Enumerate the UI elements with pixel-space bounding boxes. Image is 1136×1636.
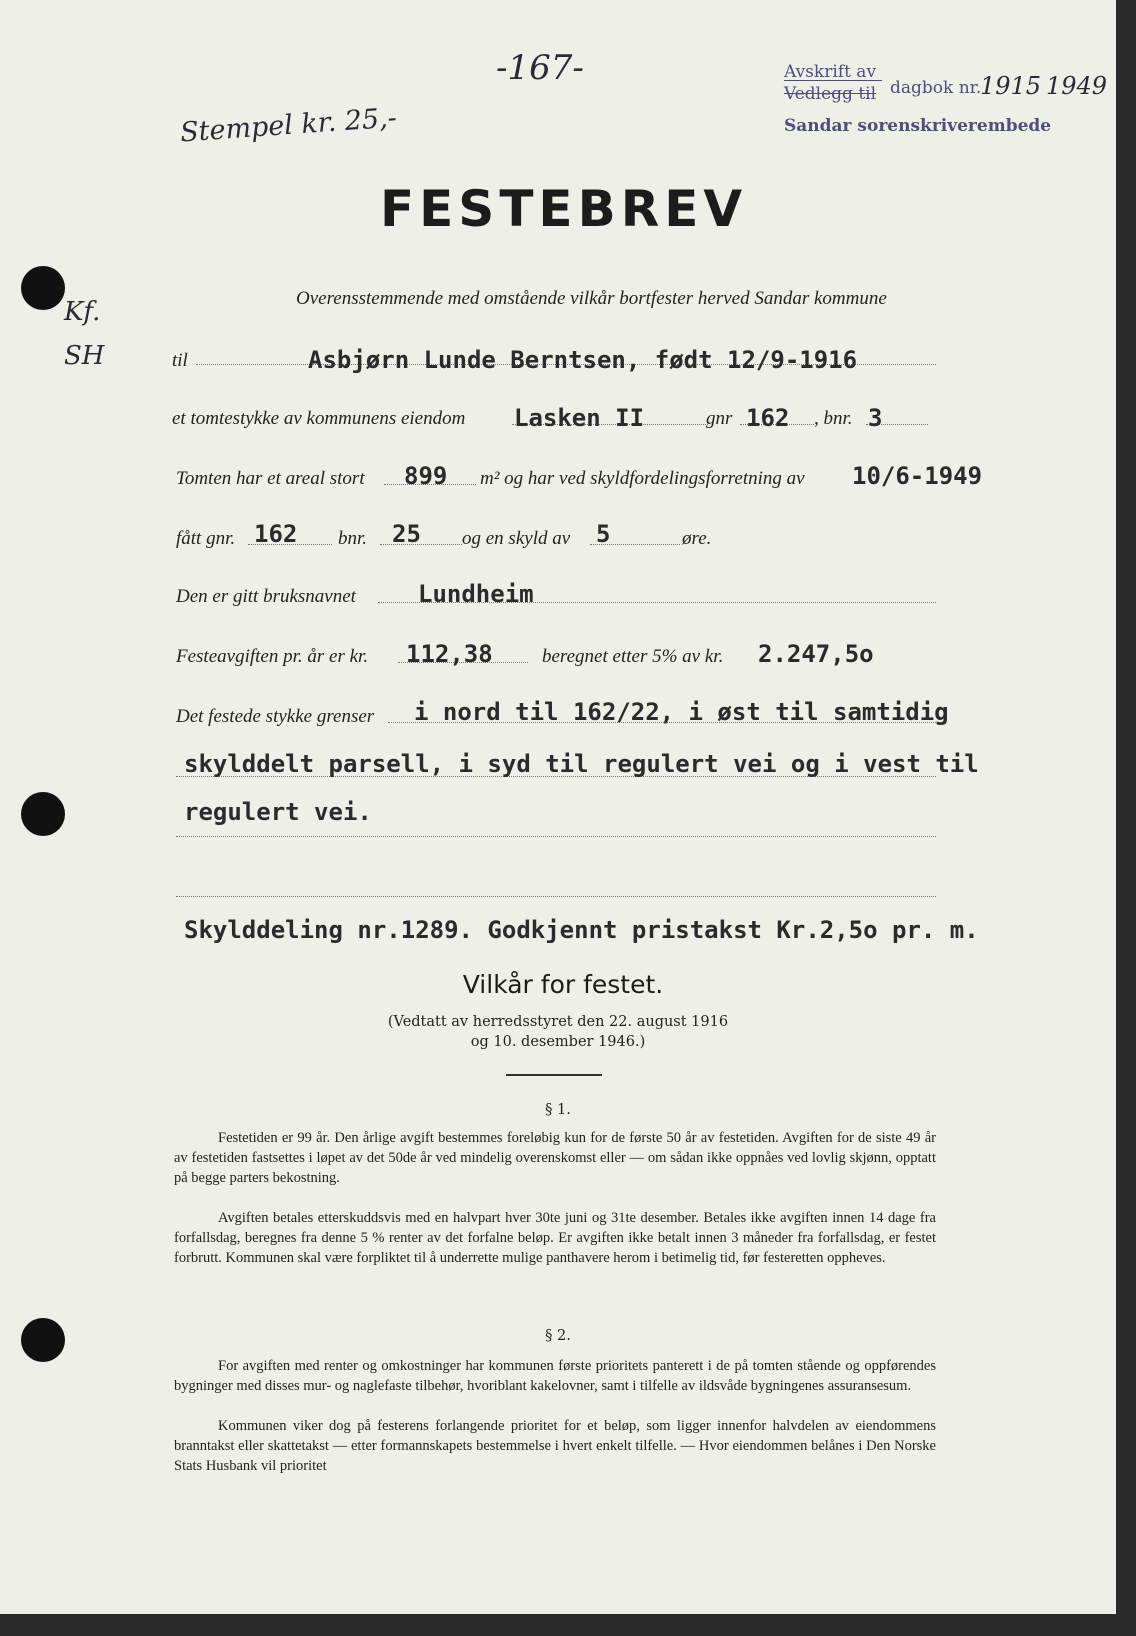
stamp-duty-note: Stempel kr. 25,- bbox=[179, 102, 398, 149]
skyldeling-note: Skylddeling nr.1289. Godkjennt pristakst Kr.2,5o pr. m. bbox=[184, 916, 979, 944]
initials: Kf. SH bbox=[64, 297, 105, 371]
til-value: Asbjørn Lunde Berntsen, født 12/9-1916 bbox=[308, 346, 858, 374]
dagbok-year: 1949 bbox=[1046, 72, 1108, 100]
fatt-bnr: 25 bbox=[392, 520, 421, 548]
vedtatt-line-2: og 10. desember 1946.) bbox=[470, 1034, 646, 1050]
bnr-label: , bnr. bbox=[814, 408, 853, 429]
divider bbox=[506, 1074, 602, 1076]
skyld-label: og en skyld av bbox=[462, 528, 571, 549]
tomt-label: et tomtestykke av kommunens eiendom bbox=[172, 408, 466, 429]
vilkar-heading: Vilkår for festet. bbox=[462, 970, 664, 999]
grenser-line-3: regulert vei. bbox=[184, 798, 372, 826]
fatt-gnr: 162 bbox=[254, 520, 298, 548]
avgift-label: Festeavgiften pr. år er kr. bbox=[176, 646, 369, 667]
section-2-number: § 2. bbox=[545, 1328, 571, 1344]
beregnet-value: 2.247,5o bbox=[758, 640, 874, 668]
grenser-label: Det festede stykke grenser bbox=[176, 706, 375, 727]
bruksnavn-label: Den er gitt bruksnavnet bbox=[176, 586, 356, 607]
fatt-bnr-label: bnr. bbox=[338, 528, 368, 549]
eiendom-value: Lasken II bbox=[514, 404, 645, 432]
stamp-line-1: Avskrift av bbox=[784, 62, 877, 82]
areal-label: Tomten har et areal stort bbox=[176, 468, 365, 489]
forretning-date: 10/6-1949 bbox=[852, 462, 983, 490]
skyld-value: 5 bbox=[596, 520, 611, 548]
ore-label: øre. bbox=[682, 528, 712, 549]
fatt-label: fått gnr. bbox=[176, 528, 236, 549]
page-number: -167- bbox=[496, 48, 584, 88]
section-1-number: § 1. bbox=[545, 1102, 571, 1118]
stamp-dagbok: dagbok nr. bbox=[890, 78, 982, 98]
til-label: til bbox=[172, 350, 188, 371]
punch-hole-middle bbox=[21, 792, 65, 836]
avgift-value: 112,38 bbox=[406, 640, 493, 668]
stamp-line-2: Vedlegg til bbox=[784, 84, 877, 104]
intro-text: Overensstemmende med omstående vilkår bortfester herved Sandar kommune bbox=[296, 288, 887, 309]
vedtatt-line-1: (Vedtatt av herredsstyret den 22. august 1916 bbox=[387, 1014, 729, 1030]
document-title: FESTEBREV bbox=[380, 180, 748, 238]
punch-hole-top bbox=[21, 266, 65, 310]
section-2-paragraph-1: For avgiften med renter og omkostninger har kommunen første prioritets panterett i de på tomten stående og oppførendes bygninger med disses mur- og naglefaste tilbehør, hvoriblant kakelovner, samt i tilfelle av ildsvåde bygningenes assuransesum. bbox=[174, 1358, 936, 1394]
areal-unit: m² og har ved skyldfordelingsforretning av bbox=[480, 468, 805, 489]
registry-stamp bbox=[784, 62, 1108, 142]
bnr-value: 3 bbox=[868, 404, 883, 432]
section-1-paragraph-2: Avgiften betales etterskuddsvis med en halvpart hver 30te juni og 31te desember. Betales ikke avgiften innen 14 dage fra forfallsdag, beregnes fra denne 5 % renter av det forfalne beløp. Er avgiften ikke betalt innen 3 måneder fra forfallsdag, er festet forbrutt. Kommunen skal være forpliktet til å underrette mulige panthavere herom i betimelig tid, før festeretten oppheves. bbox=[174, 1210, 936, 1266]
gnr-label: gnr bbox=[706, 408, 733, 429]
grenser-line-1: i nord til 162/22, i øst til samtidig bbox=[414, 698, 949, 726]
grenser-line-2: skylddelt parsell, i syd til regulert vei og i vest til bbox=[184, 750, 979, 778]
areal-value: 899 bbox=[404, 462, 448, 490]
section-2-paragraph-2: Kommunen viker dog på festerens forlangende prioritet for et beløp, som ligger innenfor halvdelen av eiendommens branntakst eller skattetakst — etter formannskapets bestemmelse i hvert enkelt tilfelle. — Hvor eiendommen belånes i Den Norske Stats Husbank vil prioritet bbox=[174, 1418, 936, 1474]
beregnet-label: beregnet etter 5% av kr. bbox=[542, 646, 724, 667]
dagbok-number: 1915 bbox=[980, 72, 1042, 100]
bruksnavn-value: Lundheim bbox=[418, 580, 534, 608]
section-1-paragraph-1: Festetiden er 99 år. Den årlige avgift bestemmes foreløbig kun for de første 50 år av festetiden. Avgiften for de siste 49 år av festetiden fastsettes i løpet av det 50de år ved mindelig overenskomst eller — om sådan ikke oppnåes ved lovlig skjønn, opptatt på begge parters bekostning. bbox=[174, 1130, 936, 1186]
stamp-office: Sandar sorenskriverembede bbox=[784, 116, 1052, 136]
gnr-value: 162 bbox=[746, 404, 790, 432]
